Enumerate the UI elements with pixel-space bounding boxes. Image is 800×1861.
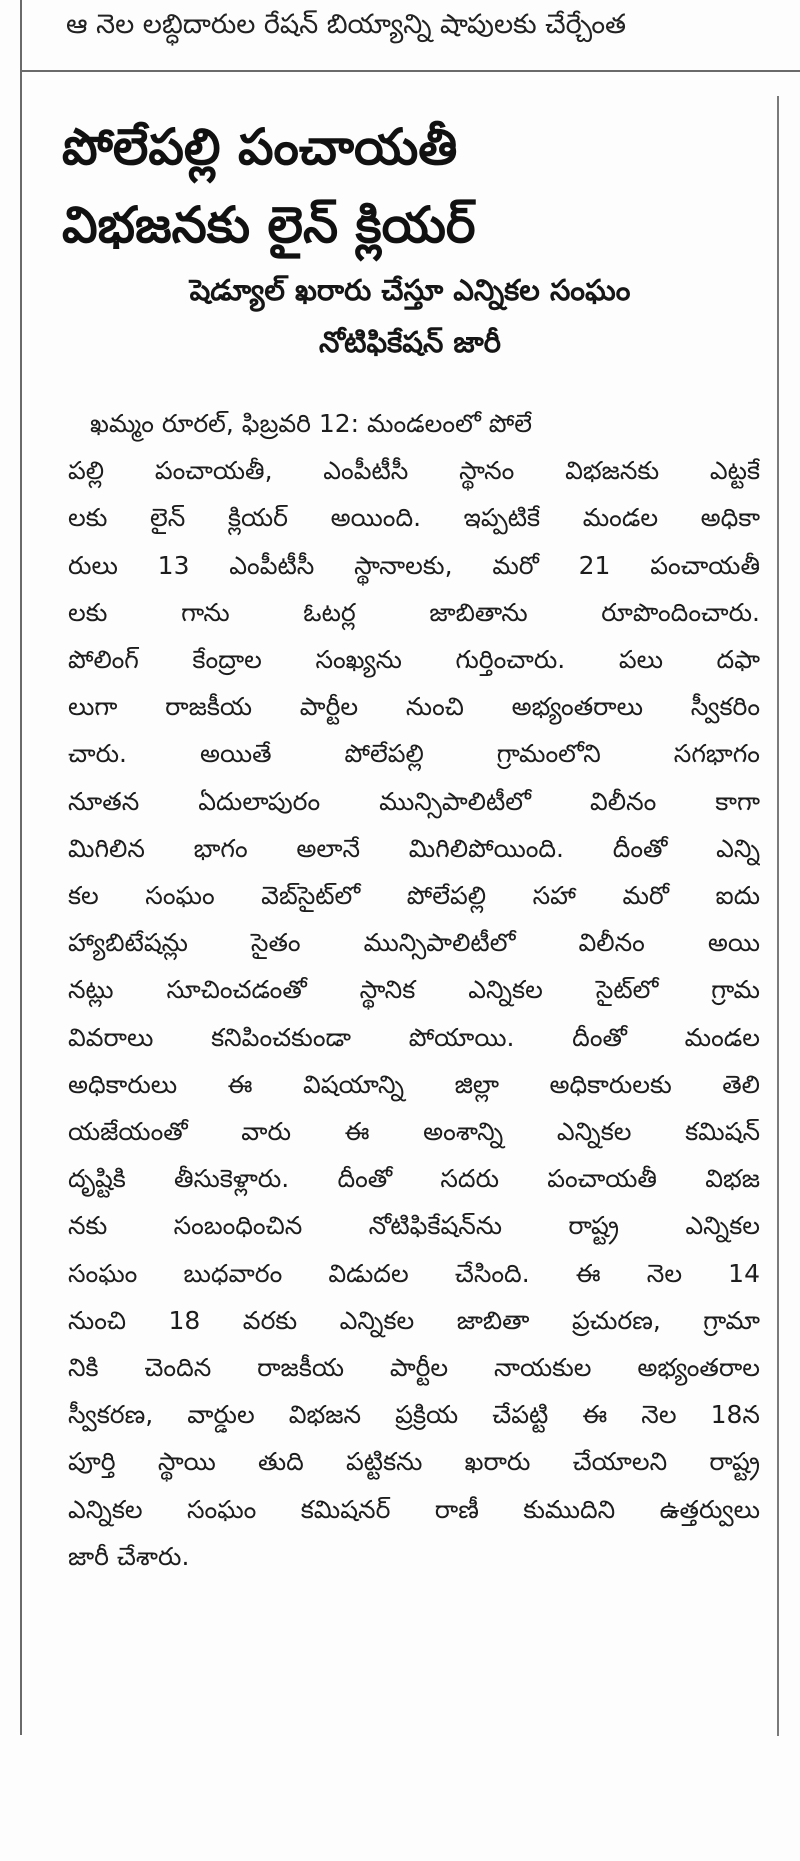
headline-line: విభజనకు లైన్ క్లియర్ — [62, 196, 476, 254]
body-line: ఖమ్మం రూరల్, ఫిబ్రవరి 12: మండలంలో పోలే — [90, 409, 532, 438]
body-line: పల్లి పంచాయతీ, ఎంపీటీసీ స్థానం విభజనకు ఎట్టకే — [68, 456, 760, 486]
top-divider-rule — [20, 70, 800, 72]
body-line: వివరాలు కనిపించకుండా పోయాయి. దీంతో మండల — [68, 1022, 760, 1052]
previous-article-strip: ఆ నెల లబ్ధిదారుల రేషన్ బియ్యాన్ని షాపులకు చేర్చేంత — [66, 9, 627, 40]
body-line: స్వీకరణ, వార్డుల విభజన ప్రక్రియ చేపట్టి ఈ నెల 18న — [68, 1400, 760, 1430]
body-line: అధికారులు ఈ విషయాన్ని జిల్లా అధికారులకు తెలి — [68, 1069, 760, 1099]
body-line: మిగిలిన భాగం అలానే మిగిలిపోయింది. దీంతో ఎన్ని — [68, 833, 760, 863]
body-line: లకు గాను ఓటర్ల జాబితాను రూపొందించారు. — [68, 597, 760, 627]
body-line: లకు లైన్ క్లియర్ అయింది. ఇప్పటికే మండల అధికా — [68, 503, 760, 533]
body-line: రులు 13 ఎంపీటీసీ స్థానాలకు, మరో 21 పంచాయతీ — [68, 550, 760, 580]
subheadline-line: షెడ్యూల్ ఖరారు చేస్తూ ఎన్నికల సంఘం — [189, 273, 631, 307]
body-line: హ్యాబిటేషన్లు సైతం మున్సిపాలిటీలో విలీనం అయి — [68, 928, 760, 958]
body-line: లుగా రాజకీయ పార్టీల నుంచి అభ్యంతరాలు స్వీకరిం — [68, 692, 760, 722]
body-line: ఎన్నికల సంఘం కమిషనర్ రాణీ కుముదిని ఉత్తర్వులు — [68, 1494, 760, 1524]
body-line: నకు సంబంధించిన నోటిఫికేషన్‌ను రాష్ట్ర ఎన్నికల — [68, 1211, 760, 1241]
article-headline — [62, 108, 762, 264]
body-line: జారీ చేశారు. — [68, 1541, 190, 1571]
subheadline-line: నోటిఫికేషన్ జారీ — [319, 325, 501, 359]
article-body — [68, 400, 760, 1580]
body-line: పోలింగ్ కేంద్రాల సంఖ్యను గుర్తించారు. పలు దఫా — [68, 645, 760, 675]
body-line: నుంచి 18 వరకు ఎన్నికల జాబితా ప్రచురణ, గ్రామా — [68, 1305, 760, 1335]
article-subheadline — [40, 264, 780, 368]
body-line: దృష్టికి తీసుకెళ్లారు. దీంతో సదరు పంచాయతీ విభజ — [68, 1164, 760, 1194]
body-line: నికి చెందిన రాజకీయ పార్టీల నాయకుల అభ్యంతరాల — [68, 1353, 760, 1383]
body-line: కల సంఘం వెబ్‌సైట్‌లో పోలేపల్లి సహా మరో ఐదు — [68, 881, 760, 911]
body-line: సంఘం బుధవారం విడుదల చేసింది. ఈ నెల 14 — [68, 1258, 760, 1288]
body-line: యజేయంతో వారు ఈ అంశాన్ని ఎన్నికల కమిషన్ — [68, 1117, 760, 1147]
left-column-rule — [20, 0, 22, 1735]
body-line: పూర్తి స్థాయి తుది పట్టికను ఖరారు చేయాలని రాష్ట్ర — [68, 1447, 760, 1477]
body-line: నూతన ఏదులాపురం మున్సిపాలిటీలో విలీనం కాగా — [68, 786, 760, 816]
body-line: చారు. అయితే పోలేపల్లి గ్రామంలోని సగభాగం — [68, 739, 760, 769]
headline-line: పోలేపల్లి పంచాయతీ — [62, 118, 458, 176]
body-line: నట్లు సూచించడంతో స్థానిక ఎన్నికల సైట్‌లో గ్రామ — [68, 975, 760, 1005]
